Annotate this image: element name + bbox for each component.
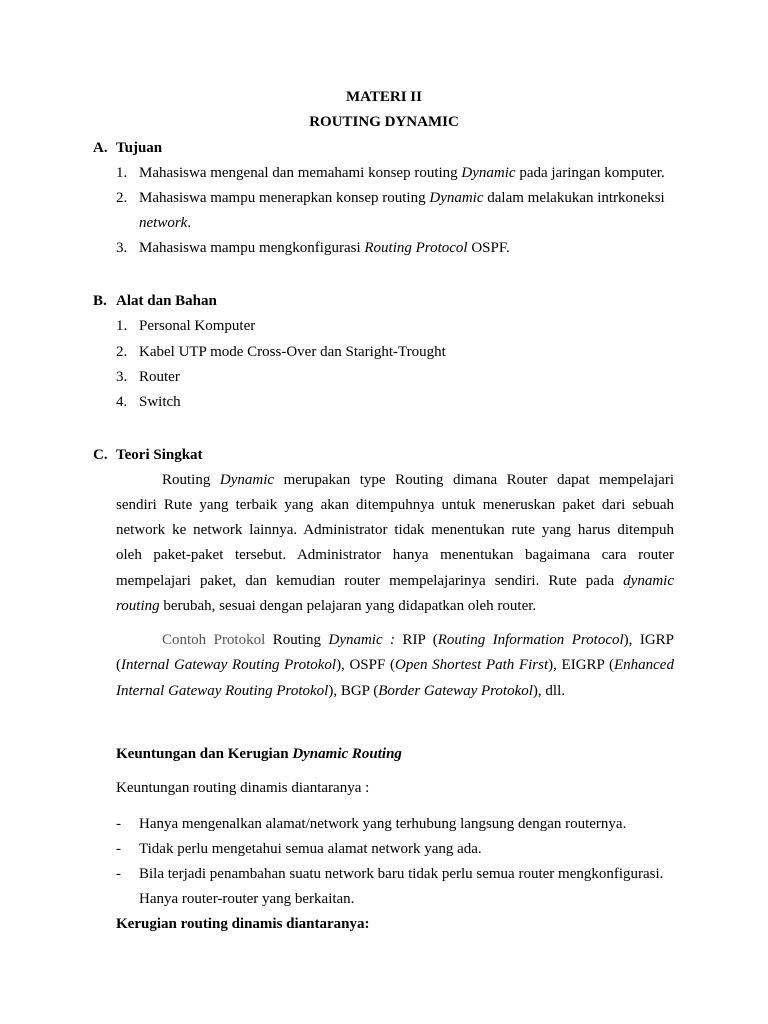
list-number: 2. [116,344,128,360]
intro-text: Keuntungan routing dinamis diantaranya : [116,780,370,796]
list-item: Mahasiswa mampu menerapkan konsep routing Dynamic dalam melakukan intrkoneksi [139,190,665,206]
list-item: Mahasiswa mampu mengkonfigurasi Routing Protocol OSPF. [139,240,510,256]
list-item: Mahasiswa mengenal dan memahami konsep routing Dynamic pada jaringan komputer. [139,165,665,181]
title-line-2: ROUTING DYNAMIC [309,114,459,130]
paragraph-line: (Internal Gateway Routing Protokol), OSPF (Open Shortest Path First), EIGRP (Enhanced [116,657,674,673]
title-line-1: MATERI II [346,89,422,105]
dash-bullet: - [116,816,121,832]
list-number: 2. [116,190,128,206]
section-c-title: Teori Singkat [116,447,203,463]
subsection-title: Keuntungan dan Kerugian Dynamic Routing [116,746,402,762]
section-c-letter: C. [93,447,108,463]
section-b-letter: B. [93,293,107,309]
list-item: Kabel UTP mode Cross-Over dan Staright-Trought [139,344,446,360]
list-number: 4. [116,394,128,410]
paragraph-line: Routing Dynamic merupakan type Routing dimana Router dapat mempelajari [162,472,674,488]
list-item: Personal Komputer [139,318,256,334]
paragraph-line: sendiri Rute yang terbaik yang akan ditempuhnya untuk meneruskan paket dari sebuah [116,497,674,513]
list-item-continuation: network. [139,215,192,231]
paragraph-line: oleh paket-paket tersebut. Administrator hanya menentukan bagaimana cara router [116,547,674,563]
list-number: 1. [116,318,128,334]
section-b-title: Alat dan Bahan [116,293,217,309]
paragraph-line: mempelajari paket, dan kemudian router mempelajarinya sendiri. Rute pada dynamic [116,573,674,589]
paragraph-line: network ke network lainnya. Administrator tidak menentukan rute yang harus ditempuh [116,522,674,538]
paragraph-line: routing berubah, sesuai dengan pelajaran yang didapatkan oleh router. [116,598,537,614]
list-number: 3. [116,240,128,256]
dash-bullet: - [116,841,121,857]
dash-bullet: - [116,866,121,882]
list-item: Router [139,369,180,385]
list-number: 3. [116,369,128,385]
list-number: 1. [116,165,128,181]
section-a-title: Tujuan [116,140,163,156]
paragraph-line: Contoh Protokol Routing Dynamic : RIP (Routing Information Protocol), IGRP [162,632,675,648]
section-a-letter: A. [93,140,108,156]
list-item-continuation: Hanya router-router yang berkaitan. [139,891,355,907]
paragraph-line: Internal Gateway Routing Protokol), BGP (Border Gateway Protokol), dll. [116,683,566,699]
list-item: Switch [139,394,181,410]
list-item: Hanya mengenalkan alamat/network yang terhubung langsung dengan routernya. [139,816,627,832]
list-item: Bila terjadi penambahan suatu network baru tidak perlu semua router mengkonfigurasi. [139,866,664,882]
list-item: Tidak perlu mengetahui semua alamat network yang ada. [139,841,482,857]
disadvantages-title: Kerugian routing dinamis diantaranya: [116,916,370,932]
